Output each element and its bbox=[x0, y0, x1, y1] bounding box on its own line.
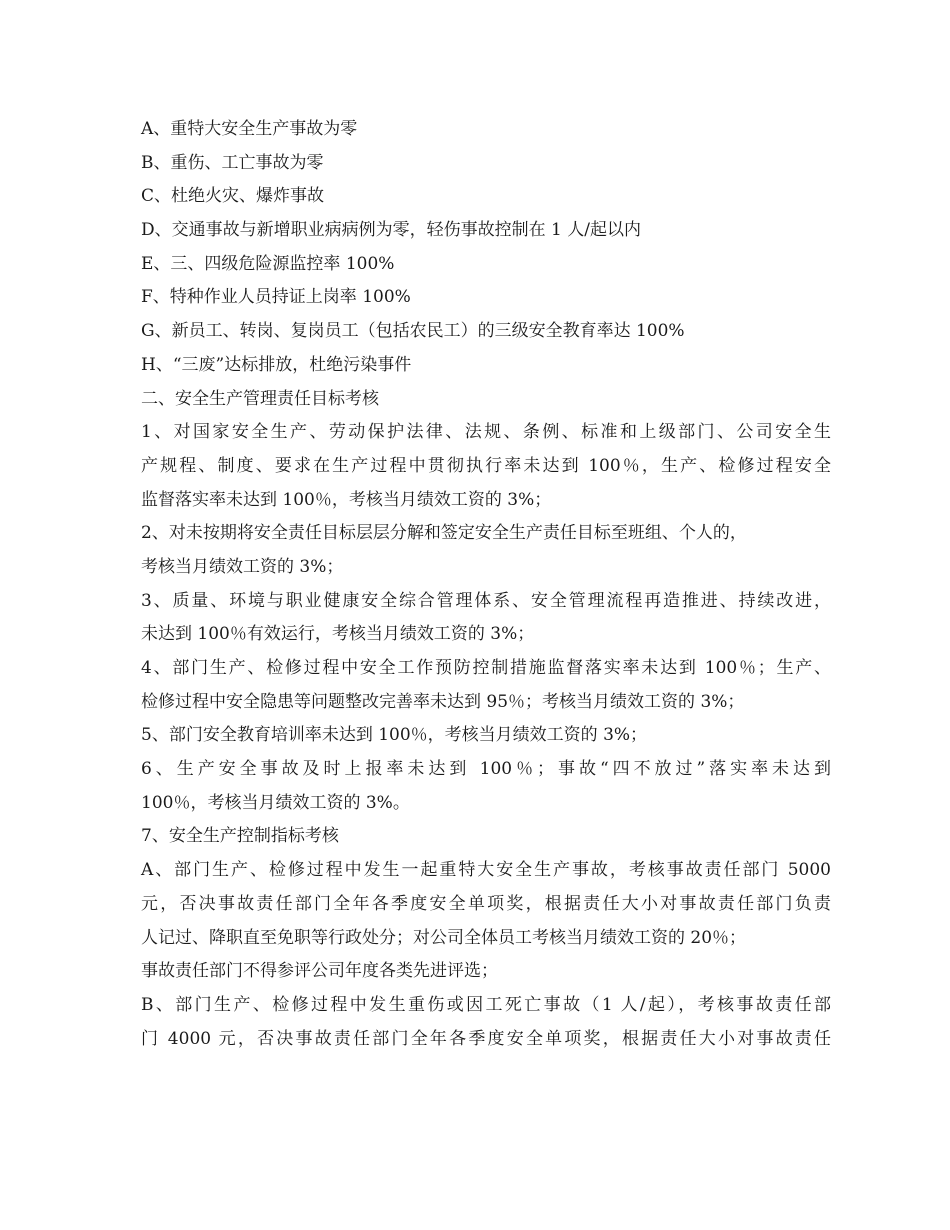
document-line: 6、生产安全事故及时上报率未达到 100％；事故“四不放过”落实率未达到 bbox=[141, 759, 831, 780]
document-line: B、部门生产、检修过程中发生重伤或因工死亡事故（1 人/起），考核事故责任部 bbox=[141, 994, 831, 1015]
document-line: F、特种作业人员持证上岗率 100% bbox=[141, 287, 411, 308]
document-line: 5、部门安全教育培训率未达到 100％，考核当月绩效工资的 3%； bbox=[141, 725, 648, 746]
document-line: B、重伤、工亡事故为零 bbox=[141, 152, 324, 173]
document-line: 考核当月绩效工资的 3%； bbox=[141, 556, 344, 577]
document-line: 门 4000 元，否决事故责任部门全年各季度安全单项奖，根据责任大小对事故责任 bbox=[141, 1028, 831, 1049]
document-line: 元，否决事故责任部门全年各季度安全单项奖，根据责任大小对事故责任部门负责 bbox=[141, 893, 831, 914]
document-line: A、重特大安全生产事故为零 bbox=[141, 119, 358, 139]
document-line: 100％，考核当月绩效工资的 3%。 bbox=[141, 792, 410, 813]
document-line: G、新员工、转岗、复岗员工（包括农民工）的三级安全教育率达 100% bbox=[141, 321, 685, 342]
document-line: E、三、四级危险源监控率 100% bbox=[141, 253, 395, 274]
document-line: 7、安全生产控制指标考核 bbox=[141, 826, 339, 847]
document-line: 产规程、制度、要求在生产过程中贯彻执行率未达到 100％，生产、检修过程安全 bbox=[141, 455, 831, 476]
document-line: 检修过程中安全隐患等问题整改完善率未达到 95％；考核当月绩效工资的 3%； bbox=[141, 691, 745, 712]
document-line: 事故责任部门不得参评公司年度各类先进评选； bbox=[141, 961, 498, 982]
document-line: 监督落实率未达到 100％，考核当月绩效工资的 3%； bbox=[141, 489, 552, 510]
document-line: A、部门生产、检修过程中发生一起重特大安全生产事故，考核事故责任部门 5000 bbox=[141, 860, 831, 881]
document-line: 2、对未按期将安全责任目标层层分解和签定安全生产责任目标至班组、个人的， bbox=[141, 523, 747, 544]
document-line: H、“三废”达标排放，杜绝污染事件 bbox=[141, 354, 412, 375]
document-line: D、交通事故与新增职业病病例为零，轻伤事故控制在 1 人/起以内 bbox=[141, 220, 641, 241]
document-line: 1、对国家安全生产、劳动保护法律、法规、条例、标准和上级部门、公司安全生 bbox=[141, 422, 831, 443]
document-line: 4、部门生产、检修过程中安全工作预防控制措施监督落实率未达到 100％；生产、 bbox=[141, 658, 831, 678]
document-line: 未达到 100％有效运行，考核当月绩效工资的 3%； bbox=[141, 624, 535, 645]
document-line: C、杜绝火灾、爆炸事故 bbox=[141, 186, 325, 207]
document-body bbox=[141, 113, 831, 1056]
document-line: 二、安全生产管理责任目标考核 bbox=[141, 388, 379, 409]
document-line: 3、质量、环境与职业健康安全综合管理体系、安全管理流程再造推进、持续改进， bbox=[141, 590, 831, 611]
document-line: 人记过、降职直至免职等行政处分；对公司全体员工考核当月绩效工资的 20％； bbox=[141, 927, 747, 948]
